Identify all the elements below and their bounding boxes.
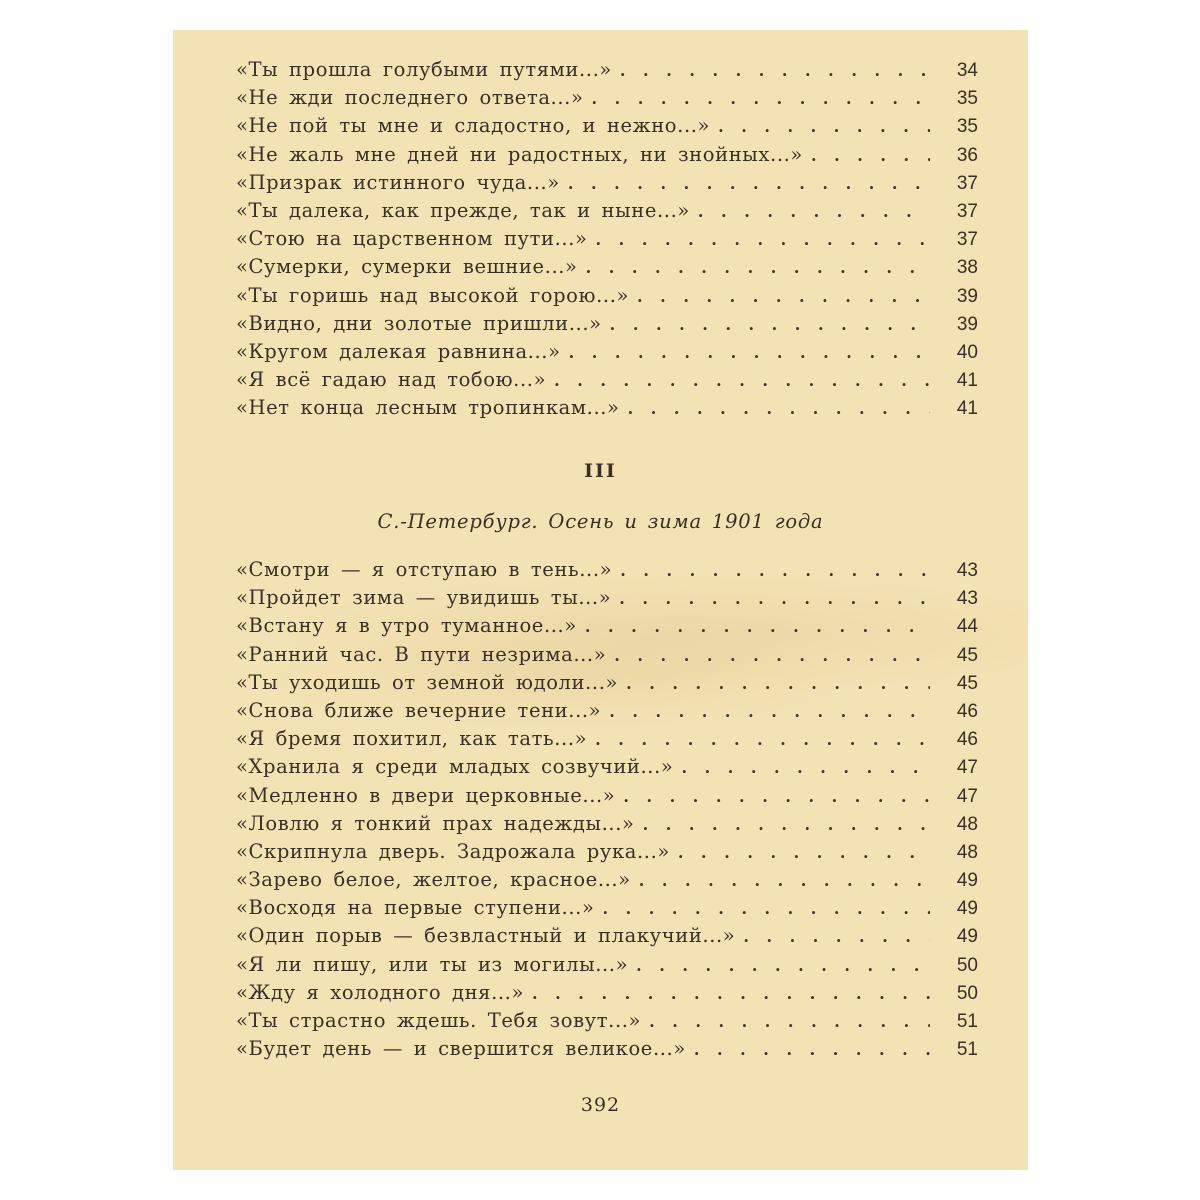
toc-entry [236, 753, 978, 781]
dot-leader [591, 85, 930, 113]
toc-entry-page: 43 [956, 560, 978, 581]
dot-leader [610, 311, 930, 339]
toc-entry-title: «Снова ближе вечерние тени...» [236, 698, 602, 722]
toc-entry-title: «Хранила я среди младых созвучий...» [236, 755, 674, 779]
toc-entry [236, 253, 978, 281]
toc-entry [236, 838, 978, 866]
toc-entry-title: «Ты прошла голубыми путями...» [236, 58, 612, 81]
toc-entry-page: 45 [956, 672, 978, 694]
toc-entry [236, 951, 978, 979]
toc-entry-page: 37 [956, 229, 978, 251]
dot-leader [532, 980, 930, 1008]
toc-entry-page: 34 [956, 60, 978, 81]
toc-entry [236, 697, 978, 725]
toc-entry [236, 1035, 978, 1063]
toc-entry-title: «Ранний час. В пути незрима...» [236, 642, 607, 666]
toc-entry-page: 49 [956, 898, 978, 920]
toc-entry-title: «Сумерки, сумерки вешние...» [236, 255, 578, 279]
toc-entry [236, 394, 978, 422]
toc-entry [236, 197, 978, 225]
toc-entry [236, 584, 978, 612]
toc-entry-page: 51 [956, 1039, 978, 1061]
toc-entry-page: 37 [956, 172, 978, 194]
toc-entry-title: «Жду я холодного дня...» [236, 980, 525, 1004]
toc-entry [236, 669, 978, 697]
section-subtitle: С.-Петербург. Осень и зима 1901 года [377, 510, 824, 533]
toc-entry [236, 612, 978, 640]
toc-entry [236, 282, 978, 310]
toc-entry [236, 810, 978, 838]
toc-entry-page: 47 [956, 757, 978, 779]
toc-entry [236, 225, 978, 253]
toc-entry-page: 46 [956, 700, 978, 722]
toc-entry [236, 725, 978, 753]
dot-leader [602, 895, 930, 923]
dot-leader [643, 811, 930, 839]
toc-entry-page: 37 [956, 200, 978, 222]
toc-entry-title: «Пройдет зима — увидишь ты...» [236, 586, 612, 610]
toc-entry-page: 40 [956, 341, 978, 363]
toc-entry [236, 556, 978, 584]
toc-entry [236, 894, 978, 922]
dot-leader [595, 726, 930, 754]
dot-leader [586, 254, 930, 282]
toc-entry-title: «Ты страстно ждешь. Тебя зовут...» [236, 1009, 642, 1032]
toc-entry-title: «Нет конца лесным тропинкам...» [236, 396, 620, 420]
toc-entry-page: 49 [956, 870, 978, 892]
toc-entry-title: «Не жаль мне дней ни радостных, ни знойных...» [236, 142, 803, 166]
toc-entry-page: 49 [956, 926, 978, 948]
toc-entry-page: 41 [956, 370, 978, 392]
dot-leader [569, 339, 930, 367]
dot-leader [649, 1008, 930, 1036]
toc-entry-page: 35 [956, 88, 978, 110]
toc-entry-page: 50 [956, 982, 978, 1004]
toc-entry [236, 112, 978, 140]
toc-entry-title: «Видно, дни золотые пришли...» [236, 311, 602, 335]
book-page [173, 30, 1028, 1170]
dot-leader [620, 57, 930, 85]
toc-entry-page: 41 [956, 398, 978, 420]
toc-entry-title: «Я ли пишу, или ты из могилы...» [236, 952, 629, 976]
toc-entry [236, 141, 978, 169]
toc-list-part-3 [236, 556, 978, 1063]
toc-entry-title: «Я всё гадаю над тобою...» [236, 368, 547, 392]
dot-leader [619, 585, 930, 613]
toc-entry [236, 169, 978, 197]
dot-leader [620, 557, 930, 585]
dot-leader [743, 923, 930, 951]
toc-entry-title: «Будет день — и свершится великое...» [236, 1037, 686, 1061]
dot-leader [554, 367, 930, 395]
toc-entry-page: 46 [956, 729, 978, 751]
toc-entry-page: 38 [956, 257, 978, 279]
dot-leader [585, 613, 930, 641]
toc-entry-title: «Зарево белое, желтое, красное...» [236, 868, 631, 892]
toc-entry [236, 1007, 978, 1035]
toc-entry [236, 338, 978, 366]
toc-entry [236, 866, 978, 894]
dot-leader [811, 142, 930, 170]
toc-entry-title: «Скрипнула дверь. Задрожала рука...» [236, 839, 670, 863]
toc-entry [236, 366, 978, 394]
toc-entry-title: «Один порыв — безвластный и плакучий...» [236, 924, 736, 948]
toc-entry-page: 48 [956, 813, 978, 835]
toc-entry-title: «Не жди последнего ответа...» [236, 86, 584, 110]
toc-entry-page: 43 [956, 588, 978, 610]
page-number: 392 [580, 1094, 621, 1116]
toc-entry-title: «Ты уходишь от земной юдоли...» [236, 670, 619, 694]
section-numeral: III [584, 460, 617, 482]
toc-entry [236, 310, 978, 338]
toc-entry-title: «Кругом далекая равнина...» [236, 339, 561, 363]
toc-entry-title: «Смотри — я отступаю в тень...» [236, 558, 613, 581]
dot-leader [681, 754, 930, 782]
toc-entry-title: «Встану я в утро туманное...» [236, 614, 577, 638]
dot-leader [698, 198, 930, 226]
toc-entry-title: «Восходя на первые ступени...» [236, 896, 595, 920]
dot-leader [568, 170, 930, 198]
toc-entry-page: 39 [956, 313, 978, 335]
dot-leader [637, 283, 930, 311]
toc-list-part-2 [236, 56, 978, 422]
dot-leader [596, 226, 930, 254]
dot-leader [694, 1036, 930, 1064]
toc-entry-title: «Призрак истинного чуда...» [236, 170, 560, 194]
dot-leader [718, 113, 930, 141]
toc-entry-title: «Ловлю я тонкий прах надежды...» [236, 811, 635, 835]
dot-leader [636, 952, 930, 980]
toc-entry-page: 39 [956, 285, 978, 307]
dot-leader [609, 698, 930, 726]
toc-entry-title: «Стою на царственном пути...» [236, 227, 588, 251]
toc-entry-page: 35 [956, 116, 978, 138]
toc-entry [236, 922, 978, 950]
toc-entry-page: 50 [956, 954, 978, 976]
toc-entry [236, 641, 978, 669]
dot-leader [626, 670, 930, 698]
toc-entry-page: 51 [956, 1011, 978, 1032]
toc-entry-page: 36 [956, 144, 978, 166]
toc-entry [236, 979, 978, 1007]
toc-entry-title: «Я бремя похитил, как тать...» [236, 727, 588, 751]
dot-leader [628, 395, 930, 423]
toc-entry [236, 56, 978, 84]
dot-leader [623, 783, 930, 811]
dot-leader [678, 839, 930, 867]
toc-entry-title: «Медленно в двери церковные...» [236, 783, 616, 807]
dot-leader [639, 867, 930, 895]
toc-entry-page: 48 [956, 841, 978, 863]
toc-entry-page: 44 [956, 616, 978, 638]
toc-entry-title: «Не пой ты мне и сладостно, и нежно...» [236, 114, 711, 138]
toc-entry-page: 45 [956, 644, 978, 666]
toc-entry-title: «Ты далека, как прежде, так и ныне...» [236, 198, 690, 222]
toc-entry-page: 47 [956, 785, 978, 807]
dot-leader [614, 642, 930, 670]
toc-entry [236, 84, 978, 112]
toc-entry [236, 782, 978, 810]
toc-entry-title: «Ты горишь над высокой горою...» [236, 283, 630, 307]
